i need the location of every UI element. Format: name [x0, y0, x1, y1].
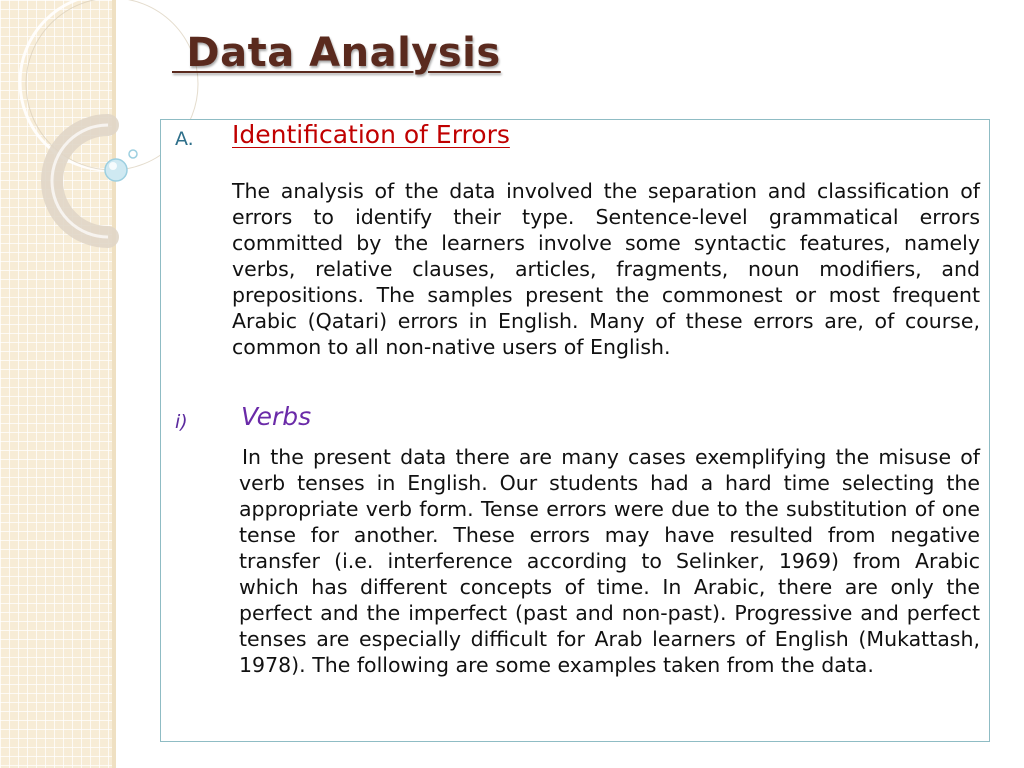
slide-title: Data Analysis [172, 30, 501, 76]
content-box [160, 119, 990, 742]
subsection-paragraph: In the present data there are many cases exemplifying the misuse of verb tenses in English. Our students had a hard time selecting the appropriate verb form. Tense errors were due to the substitution of one tense for another. These errors may have resulted from negative transfer (i.e. interference according to Selinker, 1969) from Arabic which has different concepts of time. In Arabic, there are only the perfect and the imperfect (past and non-past). Progressive and perfect tenses are especially difficult for Arab learners of English (Mukattash, 1978). The following are some examples taken from the data. [239, 445, 980, 677]
section-paragraph: The analysis of the data involved the separation and classification of errors to identify their type. Sentence-level grammatical errors committed by the learners involve some syntactic features, namely verbs, relative clauses, articles, fragments, noun modifiers, and prepositions. The samples present the commonest or most frequent Arabic (Qatari) errors in English. Many of these errors are, of course, common to all non-native users of English. [232, 179, 980, 359]
subsection-marker: i) [175, 411, 188, 433]
section-marker: A. [175, 128, 194, 150]
section-heading: Identification of Errors [232, 120, 510, 149]
decorative-circles [0, 0, 180, 260]
subsection-heading: Verbs [241, 402, 312, 431]
